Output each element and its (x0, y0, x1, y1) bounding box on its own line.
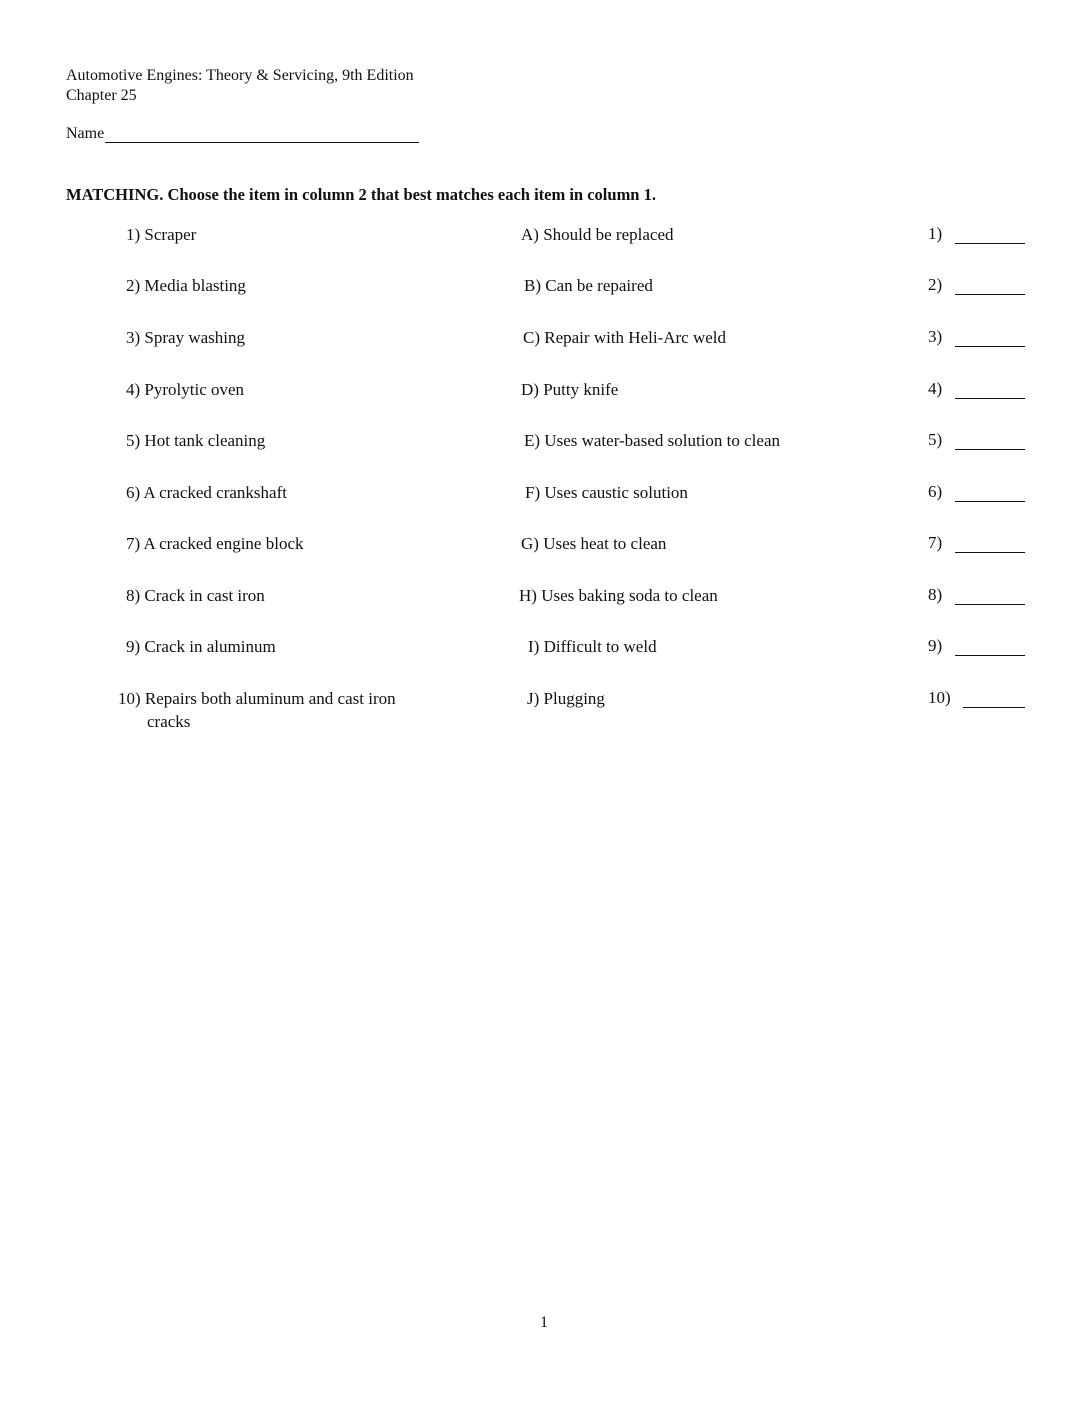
choice-letter: J) (527, 689, 540, 708)
choice-f (525, 481, 688, 504)
question-text: Hot tank cleaning (144, 431, 266, 450)
name-label: Name (66, 125, 105, 142)
question-text: Scraper (144, 225, 197, 244)
question-number: 6) (126, 483, 141, 502)
choice-d (521, 378, 618, 401)
choice-text: Difficult to weld (543, 637, 657, 656)
answer-blank-4[interactable] (955, 398, 1025, 399)
question-6 (126, 481, 456, 504)
choice-text: Uses caustic solution (544, 483, 688, 502)
question-number: 2) (126, 276, 141, 295)
question-number: 8) (126, 586, 141, 605)
question-7 (126, 532, 456, 555)
choice-text: Should be replaced (543, 225, 674, 244)
question-number: 5) (126, 431, 141, 450)
book-title: Automotive Engines: Theory & Servicing, 9th Edition (66, 67, 414, 84)
choice-j (527, 687, 605, 710)
choice-letter: H) (519, 586, 537, 605)
choice-letter: D) (521, 380, 539, 399)
question-8 (126, 584, 456, 607)
choice-letter: F) (525, 483, 541, 502)
answer-number-5: 5) (928, 430, 943, 449)
choice-letter: A) (521, 225, 539, 244)
choice-g (521, 532, 666, 555)
choice-h (519, 584, 718, 607)
answer-blank-7[interactable] (955, 552, 1025, 553)
choice-text: Uses baking soda to clean (541, 586, 718, 605)
choice-e (524, 429, 780, 452)
answer-blank-9[interactable] (955, 655, 1025, 656)
question-text: A cracked engine block (143, 534, 304, 553)
name-line (66, 124, 419, 143)
choice-text: Uses water-based solution to clean (544, 431, 780, 450)
question-number: 1) (126, 225, 141, 244)
answer-blank-2[interactable] (955, 294, 1025, 295)
question-4 (126, 378, 456, 401)
choice-letter: E) (524, 431, 541, 450)
choice-i (528, 635, 657, 658)
question-number: 7) (126, 534, 141, 553)
question-text: Crack in cast iron (144, 586, 265, 605)
question-5 (126, 429, 456, 452)
answer-blank-6[interactable] (955, 501, 1025, 502)
question-number: 10) (118, 689, 141, 708)
choice-text: Can be repaired (545, 276, 653, 295)
answer-blank-8[interactable] (955, 604, 1025, 605)
answer-blank-1[interactable] (955, 243, 1025, 244)
choice-text: Repair with Heli-Arc weld (544, 328, 726, 347)
choice-letter: G) (521, 534, 539, 553)
question-2 (126, 274, 456, 297)
instructions: MATCHING. Choose the item in column 2 that best matches each item in column 1. (66, 185, 656, 204)
choice-text: Uses heat to clean (543, 534, 667, 553)
choice-text: Putty knife (543, 380, 619, 399)
question-text: Pyrolytic oven (144, 380, 245, 399)
page-number: 1 (540, 1314, 548, 1331)
choice-b (524, 274, 653, 297)
question-text: Crack in aluminum (144, 637, 276, 656)
question-9 (126, 635, 456, 658)
document-header (66, 66, 414, 106)
question-number: 3) (126, 328, 141, 347)
answer-blank-3[interactable] (955, 346, 1025, 347)
name-field[interactable] (105, 124, 419, 143)
answer-number-7: 7) (928, 533, 943, 552)
choice-a (521, 223, 674, 246)
choice-letter: B) (524, 276, 541, 295)
answer-number-9: 9) (928, 636, 943, 655)
answer-number-2: 2) (928, 275, 943, 294)
choice-c (523, 326, 726, 349)
question-1 (126, 223, 456, 246)
question-text: Media blasting (144, 276, 246, 295)
chapter-label: Chapter 25 (66, 87, 137, 104)
answer-number-4: 4) (928, 379, 943, 398)
answer-blank-10[interactable] (963, 707, 1025, 708)
question-number: 4) (126, 380, 141, 399)
answer-number-6: 6) (928, 482, 943, 501)
question-3 (126, 326, 456, 349)
question-text: A cracked crankshaft (143, 483, 287, 502)
answer-number-8: 8) (928, 585, 943, 604)
answer-blank-5[interactable] (955, 449, 1025, 450)
choice-letter: I) (528, 637, 540, 656)
choice-letter: C) (523, 328, 540, 347)
answer-number-10: 10) (928, 688, 951, 707)
answer-number-3: 3) (928, 327, 943, 346)
question-number: 9) (126, 637, 141, 656)
question-10 (118, 687, 448, 733)
question-text: Repairs both aluminum and cast iron (144, 689, 396, 708)
question-text-continued: cracks (147, 712, 191, 731)
question-text: Spray washing (144, 328, 245, 347)
answer-number-1: 1) (928, 224, 943, 243)
choice-text: Plugging (543, 689, 605, 708)
